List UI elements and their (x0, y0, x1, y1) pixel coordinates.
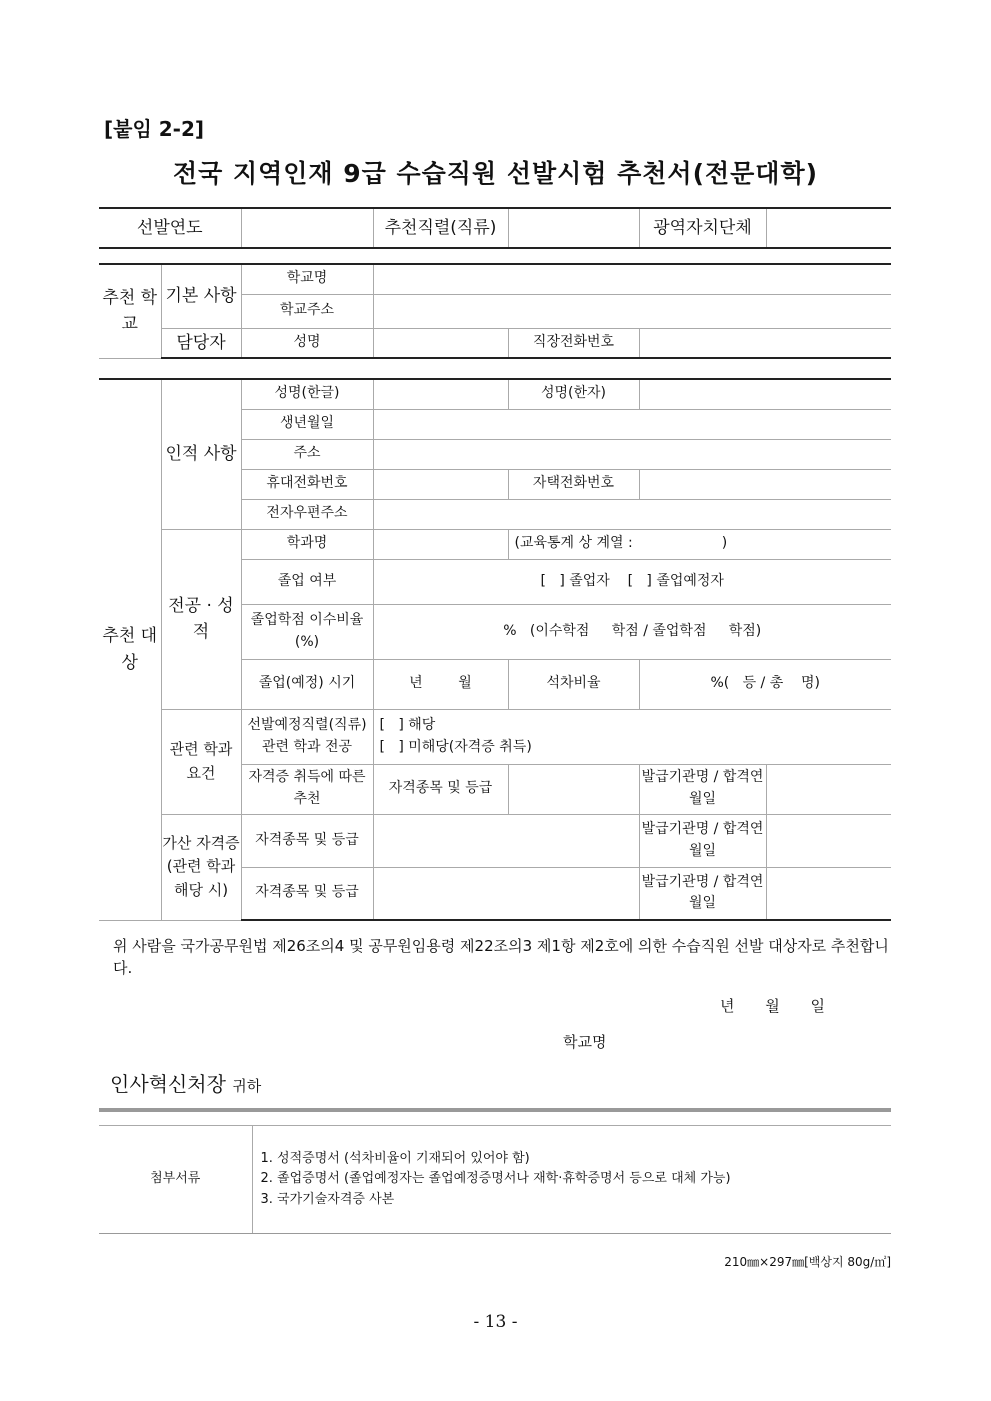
target-group-label: 추천 대상 (99, 379, 161, 920)
cert-item-label: 자격종목 및 등급 (373, 764, 508, 814)
region-field[interactable] (766, 208, 891, 248)
school-address-field[interactable] (373, 294, 891, 328)
basic-info-label: 기본 사항 (161, 264, 241, 328)
name-kr-field[interactable] (373, 379, 508, 409)
attachments-table (99, 1125, 891, 1234)
related-major-label: 선발예정직렬(직류) 관련 학과 전공 (241, 709, 373, 764)
personal-info-label: 인적 사항 (161, 379, 241, 529)
series-label: 추천직렬(직류) (373, 208, 508, 248)
issuer-label: 발급기관명 / 합격연월일 (639, 867, 766, 920)
selection-info-table (99, 207, 891, 249)
grad-time-field[interactable]: 년 월 (373, 659, 508, 709)
address-label: 주소 (241, 439, 373, 469)
dept-label: 학과명 (241, 529, 373, 559)
issuer-label: 발급기관명 / 합격연월일 (639, 764, 766, 814)
target-table (99, 378, 891, 921)
attachment-item: 2. 졸업증명서 (졸업예정자는 졸업예정증명서나 재학·휴학증명서 등으로 대체 가능) (260, 1171, 731, 1187)
cert-item-field[interactable] (508, 764, 639, 814)
honorific: 귀하 (232, 1077, 262, 1095)
school-name-field[interactable] (373, 264, 891, 294)
school-group-label: 추천 학교 (99, 264, 161, 358)
series-field[interactable] (508, 208, 639, 248)
name-kr-label: 성명(한글) (241, 379, 373, 409)
year-field[interactable] (241, 208, 373, 248)
mobile-field[interactable] (373, 469, 508, 499)
issuer-label: 발급기관명 / 합격연월일 (639, 814, 766, 867)
grad-time-label: 졸업(예정) 시기 (241, 659, 373, 709)
major-grade-label: 전공 · 성적 (161, 529, 241, 709)
rank-ratio-field[interactable]: %( 등 / 총 명) (639, 659, 891, 709)
cert-reco-label: 자격증 취득에 따른 추천 (241, 764, 373, 814)
attachment-item: 3. 국가기술자격증 사본 (260, 1191, 395, 1207)
credit-ratio-field[interactable]: % (이수학점 학점 / 졸업학점 학점) (373, 604, 891, 659)
contact-label: 담당자 (161, 328, 241, 358)
recommendation-statement: 위 사람을 국가공무원법 제26조의4 및 공무원임용령 제22조의3 제1항 제2호에 의한 수습직원 선발 대상자로 추천합니다. (113, 937, 889, 977)
attachments-label: 첨부서류 (99, 1126, 252, 1234)
page-number: - 13 - (473, 1312, 518, 1332)
extra-cert-label: 가산 자격증 (관련 학과 해당 시) (161, 814, 241, 920)
address-field[interactable] (373, 439, 891, 469)
attachment-item: 1. 성적증명서 (석차비율이 기재되어 있어야 함) (260, 1151, 530, 1167)
email-field[interactable] (373, 499, 891, 529)
school-address-label: 학교주소 (241, 294, 373, 328)
not-applicable-option[interactable]: [ ] 미해당(자격증 취득) (379, 738, 532, 755)
cert-item-field[interactable] (373, 867, 639, 920)
issuer-field[interactable] (766, 814, 891, 867)
year-label: 선발연도 (99, 208, 241, 248)
issuer-field[interactable] (766, 867, 891, 920)
grad-status-label: 졸업 여부 (241, 559, 373, 604)
birth-field[interactable] (373, 409, 891, 439)
credit-ratio-label: 졸업학점 이수비율(%) (241, 604, 373, 659)
edu-stat-field[interactable]: (교육통계 상 계열 : ) (508, 529, 891, 559)
cert-item-label: 자격종목 및 등급 (241, 814, 373, 867)
school-table (99, 263, 891, 359)
office-phone-field[interactable] (639, 328, 891, 358)
home-phone-label: 자택전화번호 (508, 469, 639, 499)
grad-status-options[interactable]: [ ] 졸업자 [ ] 졸업예정자 (373, 559, 891, 604)
recipient (110, 1068, 261, 1097)
recipient-name: 인사혁신처장 (110, 1072, 226, 1096)
cert-item-field[interactable] (373, 814, 639, 867)
paper-size: 210㎜×297㎜[백상지 80g/㎡] (724, 1255, 891, 1269)
school-name-label: 학교명 (241, 264, 373, 294)
mobile-label: 휴대전화번호 (241, 469, 373, 499)
attachment-label: [붙임 2-2] (104, 117, 205, 141)
rank-ratio-label: 석차비율 (508, 659, 639, 709)
related-options[interactable] (373, 709, 891, 764)
dept-field[interactable] (373, 529, 508, 559)
date-line: 년 월 일 (720, 997, 826, 1015)
email-label: 전자우편주소 (241, 499, 373, 529)
name-hanja-field[interactable] (639, 379, 891, 409)
region-label: 광역자치단체 (639, 208, 766, 248)
page-title: 전국 지역인재 9급 수습직원 선발시험 추천서(전문대학) (172, 159, 819, 188)
name-hanja-label: 성명(한자) (508, 379, 639, 409)
office-phone-label: 직장전화번호 (508, 328, 639, 358)
contact-name-field[interactable] (373, 328, 508, 358)
applicable-option[interactable]: [ ] 해당 (379, 716, 436, 733)
divider (99, 1108, 891, 1112)
issuer-field[interactable] (766, 764, 891, 814)
school-signature: 학교명 (563, 1033, 607, 1051)
related-req-label: 관련 학과 요건 (161, 709, 241, 814)
home-phone-field[interactable] (639, 469, 891, 499)
contact-name-label: 성명 (241, 328, 373, 358)
birth-label: 생년월일 (241, 409, 373, 439)
cert-item-label: 자격종목 및 등급 (241, 867, 373, 920)
